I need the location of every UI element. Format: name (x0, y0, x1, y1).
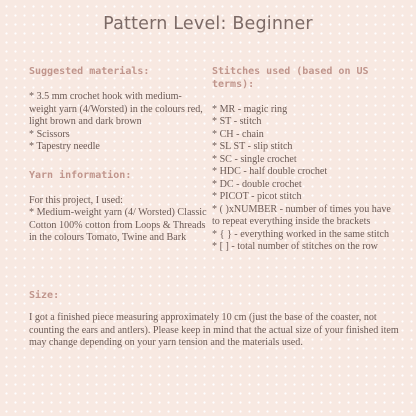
stitch-item-sc: * SC - single crochet (212, 153, 297, 165)
yarn-heading: Yarn information: (29, 169, 132, 181)
stitch-item-st: * ST - stitch (212, 116, 262, 127)
right-column (212, 66, 392, 254)
stitch-item-repeat: * ( )xNUMBER - number of times you have to repeat everything inside the brackets (212, 203, 391, 227)
stitch-item-same-stitch: * { } - everything worked in the same stitch (212, 228, 390, 240)
stitches-heading: Stitches used (based on US terms): (212, 66, 369, 90)
page-title: Pattern Level: Beginner (103, 14, 313, 34)
yarn-intro: For this project, I used: (29, 194, 123, 206)
size-text: I got a finished piece measuring approximately 10 cm (just the base of the coaster, not counting the ears and antlers). Please keep in mind that the actual size of your finished item may change depending on your yarn tension and the materials used. (29, 312, 399, 348)
stitch-item-mr: * MR - magic ring (212, 103, 288, 115)
materials-item-scissors: * Scissors (29, 128, 70, 140)
size-heading: Size: (29, 290, 60, 301)
stitch-item-total: * [ ] - total number of stitches on the row (212, 241, 378, 252)
materials-heading: Suggested materials: (29, 66, 150, 77)
stitch-item-dc: * DC - double crochet (212, 178, 302, 190)
stitch-item-ch: * CH - chain (212, 128, 264, 140)
stitches-list (212, 104, 392, 254)
stitch-item-picot: * PICOT - picot stitch (212, 191, 302, 202)
yarn-detail: * Medium-weight yarn (4/ Worsted) Classic Cotton 100% cotton from Loops & Threads in the colours Tomato, Twine and Bark (29, 207, 207, 243)
stitch-item-sl-st: * SL ST - slip stitch (212, 141, 293, 152)
left-column (29, 66, 209, 245)
stitch-item-hdc: * HDC - half double crochet (212, 166, 328, 177)
materials-list (29, 91, 209, 154)
materials-item-needle: * Tapestry needle (29, 141, 100, 152)
materials-item-hook: * 3.5 mm crochet hook with medium-weight yarn (4/Worsted) in the colours red, light brown and dark brown (29, 91, 203, 127)
